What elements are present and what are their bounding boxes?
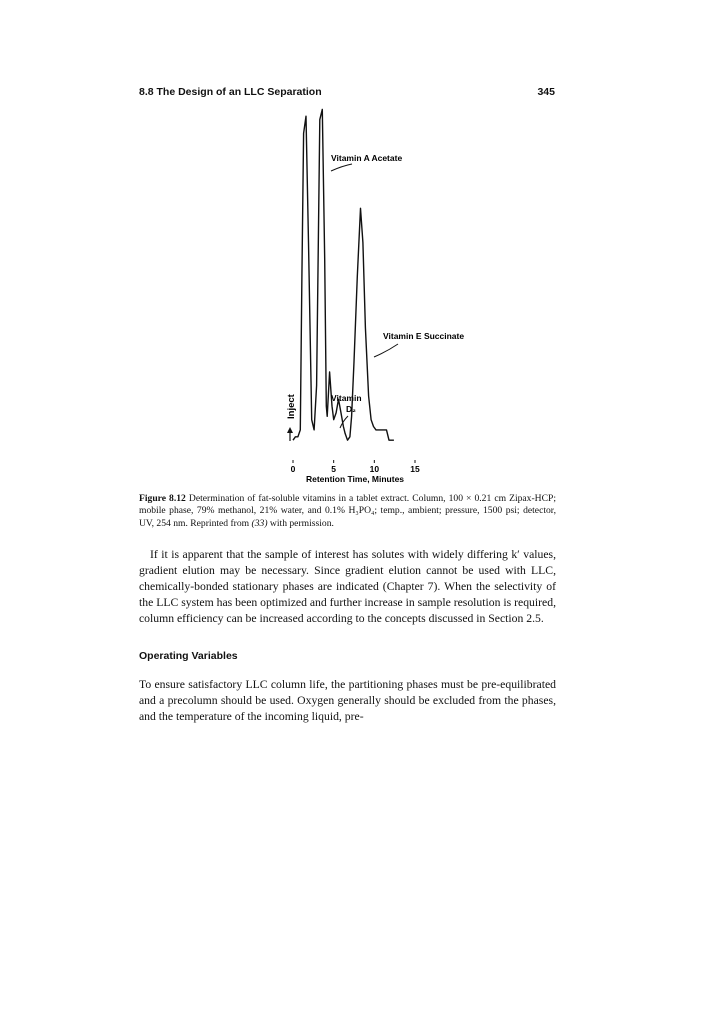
pointer-vitamin-a bbox=[331, 164, 352, 171]
inject-label: Inject bbox=[286, 394, 297, 419]
x-axis-label: Retention Time, Minutes bbox=[305, 474, 405, 484]
x-tick-label: 5 bbox=[331, 464, 337, 474]
tick-layer bbox=[291, 460, 420, 474]
x-tick-label: 15 bbox=[410, 464, 420, 474]
inject-arrow-icon bbox=[287, 427, 293, 433]
body-paragraph-1: If it is apparent that the sample of interest has solutes with widely differing k′ values, gradient elution may be necessary. Since gradient elution cannot be used with LLC, chemically-bonded stationary phases are indicated (Chapter 7). When the selectivity of the LLC system has been optimized and further increase in sample resolution is required, column efficiency can be increased according to the concepts discussed in Section 2.5. bbox=[139, 548, 556, 625]
peak-label-vitamin-d2-line1: Vitamin bbox=[331, 393, 362, 403]
x-tick-label: 0 bbox=[290, 464, 296, 474]
chromatogram-svg bbox=[0, 0, 723, 500]
page-number: 345 bbox=[537, 86, 555, 98]
peak-label-vitamin-a: Vitamin A Acetate bbox=[331, 153, 403, 163]
pointer-vitamin-e bbox=[374, 344, 398, 357]
chromatogram-figure bbox=[0, 0, 723, 500]
section-subheading: Operating Variables bbox=[139, 650, 238, 662]
figure-caption-label: Figure 8.12 bbox=[139, 493, 186, 504]
figure-caption-tail: with permission. bbox=[267, 517, 334, 529]
figure-caption bbox=[139, 493, 556, 530]
figure-caption-text: Determination of fat-soluble vitamins in a tablet extract. Column, 100 × 0.21 cm Zipax-HCP; mobile phase, 79% methanol, 21% water, and 0.1% H₃PO₄; temp., ambient; pressure, 1500 psi; detector, UV, 254 nm. Reprinted from bbox=[139, 493, 556, 529]
figure-caption-reference: (33) bbox=[251, 517, 268, 529]
peak-label-vitamin-d2-line2: D₂ bbox=[346, 404, 356, 414]
x-tick-label: 10 bbox=[369, 464, 380, 474]
section-title: 8.8 The Design of an LLC Separation bbox=[139, 86, 322, 98]
body-paragraph-2: To ensure satisfactory LLC column life, the partitioning phases must be pre-equilibrated and a precolumn should be used. Oxygen generally should be excluded from the phases, and the temperature of the incoming liquid, pre- bbox=[139, 678, 556, 723]
peak-label-vitamin-e: Vitamin E Succinate bbox=[383, 331, 465, 341]
